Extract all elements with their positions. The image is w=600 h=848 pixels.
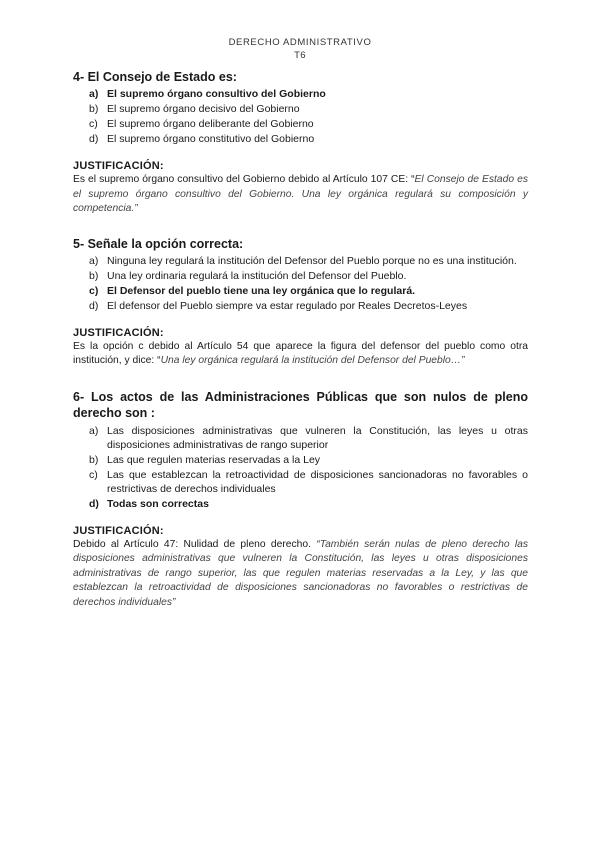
option-marker: c): [89, 468, 98, 481]
option-text: El supremo órgano deliberante del Gobierno: [107, 118, 314, 130]
question-5-option-c: [73, 284, 528, 298]
justification-quote: El Consejo de Estado es el supremo órgano consultivo del Gobierno. Una ley orgánica regulará su composición y competencia.”: [73, 174, 528, 214]
option-marker: a): [89, 424, 99, 437]
question-6-option-c: [73, 468, 528, 496]
question-6-option-a: [73, 424, 528, 452]
question-4-option-b: [73, 102, 528, 116]
question-6-justification: [73, 538, 528, 611]
question-6-title: 6- Los actos de las Administraciones Públicas que son nulos de pleno derecho son :: [73, 389, 528, 420]
option-text: Las disposiciones administrativas que vulneren la Constitución, las leyes u otras disposiciones administrativas de rango superior: [107, 424, 528, 451]
option-text: El supremo órgano constitutivo del Gobierno: [107, 133, 315, 145]
option-marker: a): [89, 88, 99, 100]
justification-text: Es el supremo órgano consultivo del Gobierno debido al Artículo 107 CE: “: [73, 174, 415, 185]
justification-text: Es la opción c debido al Artículo 54 que aparece la figura del defensor del pueblo como otra institución, y dice: “: [73, 340, 528, 366]
option-text: El supremo órgano consultivo del Gobierno: [107, 88, 326, 100]
option-text: Las que regulen materias reservadas a la Ley: [107, 453, 321, 466]
document-header-title: DERECHO ADMINISTRATIVO: [228, 37, 372, 48]
option-text: El Defensor del pueblo tiene una ley orgánica que lo regulará.: [107, 284, 416, 297]
question-5: [73, 237, 528, 369]
option-marker: c): [89, 284, 99, 297]
question-5-option-a: [73, 254, 528, 268]
option-text: El supremo órgano decisivo del Gobierno: [107, 103, 300, 115]
option-text: Todas son correctas: [107, 497, 209, 510]
question-5-justification-heading: JUSTIFICACIÓN:: [73, 326, 164, 339]
question-4: [73, 70, 528, 217]
option-marker: b): [89, 269, 99, 282]
document-content: [73, 70, 528, 624]
question-5-justification: [73, 340, 528, 369]
question-6: [73, 389, 528, 611]
option-text: Ninguna ley regulará la institución del Defensor del Pueblo porque no es una institución.: [107, 254, 517, 267]
option-marker: d): [89, 133, 99, 145]
question-5-title: 5- Señale la opción correcta:: [73, 236, 244, 251]
question-4-option-a: [73, 87, 528, 101]
justification-text: Debido al Artículo 47: Nulidad de pleno derecho.: [73, 538, 317, 550]
option-marker: a): [89, 254, 99, 267]
question-4-options: [73, 87, 528, 146]
question-5-options: [73, 254, 528, 313]
question-6-options: [73, 424, 528, 511]
question-5-option-b: [73, 269, 528, 283]
document-header-subtitle: T6: [294, 50, 306, 61]
question-6-justification-heading: JUSTIFICACIÓN:: [73, 524, 164, 537]
option-marker: d): [89, 299, 99, 312]
option-marker: b): [89, 103, 99, 115]
option-text: Una ley ordinaria regulará la institución del Defensor del Pueblo.: [107, 269, 407, 282]
justification-quote: “También serán nulas de pleno derecho las disposiciones administrativas que vulneren la Constitución, las leyes u otras disposiciones administrativas de rango superior, las que regulen materias reservadas a la Ley, y las que establezcan la retroactividad de disposiciones sancionadoras no favorables o restrictivas de derechos individuales”: [73, 538, 528, 608]
question-5-option-d: [73, 299, 528, 313]
question-4-option-d: [73, 132, 528, 146]
question-6-option-b: [73, 453, 528, 467]
justification-quote: Una ley orgánica regulará la institución del Defensor del Pueblo…”: [160, 355, 465, 366]
question-4-justification-heading: JUSTIFICACIÓN:: [73, 160, 164, 172]
option-marker: b): [89, 453, 99, 466]
question-4-justification: [73, 173, 528, 217]
option-marker: d): [89, 497, 99, 510]
option-text: El defensor del Pueblo siempre va estar regulado por Reales Decretos-Leyes: [107, 299, 468, 312]
option-text: Las que establezcan la retroactividad de disposiciones sancionadoras no favorables o restrictivas de derechos individuales: [107, 468, 528, 495]
question-4-option-c: [73, 117, 528, 131]
question-4-title: 4- El Consejo de Estado es:: [73, 70, 237, 84]
question-6-option-d: [73, 497, 528, 511]
option-marker: c): [89, 118, 98, 130]
